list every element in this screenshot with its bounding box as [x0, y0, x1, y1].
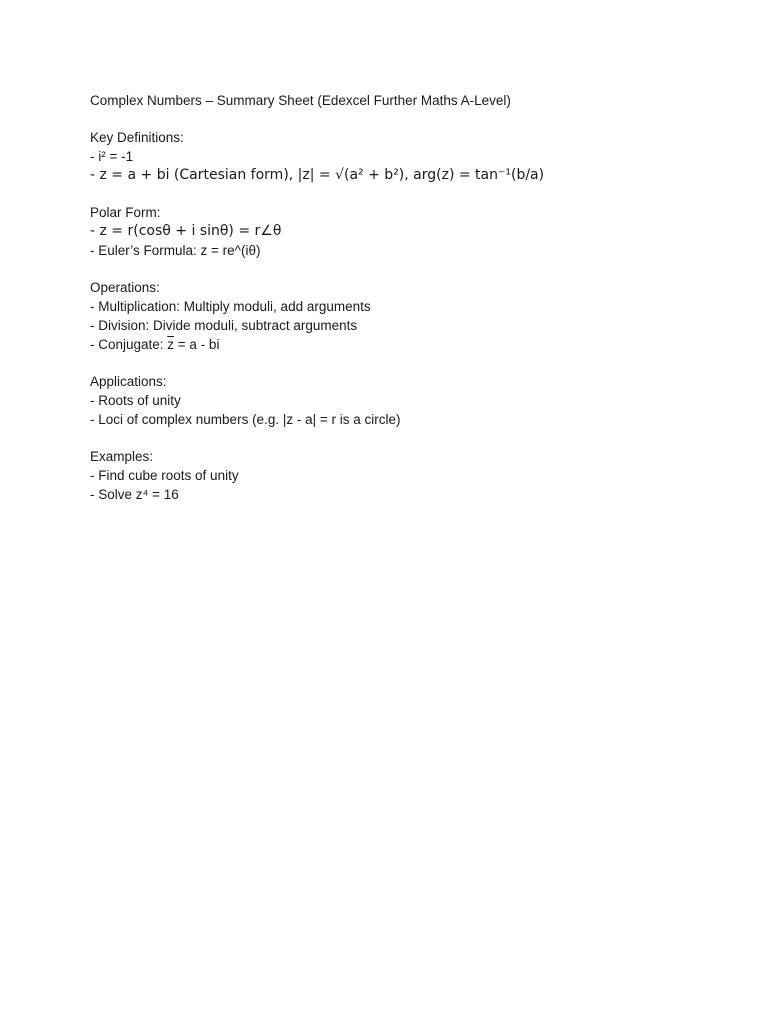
- definition-item: - i² = -1: [90, 149, 134, 164]
- document-body: [90, 91, 730, 504]
- conjugate-symbol: $\overline{z}$: [167, 337, 175, 352]
- applications-heading: Applications:: [90, 374, 167, 389]
- example-item: - Solve z⁴ = 16: [90, 487, 179, 502]
- polar-item: - z = r(cosθ + i sinθ) = r∠θ: [90, 223, 282, 239]
- definitions-heading: Key Definitions:: [90, 130, 184, 145]
- spacer: [90, 260, 730, 278]
- definition-item: - z = a + bi (Cartesian form), |z| = √(a² + b²), arg(z) = tan⁻¹(b/a): [90, 167, 545, 183]
- examples-heading: Examples:: [90, 449, 154, 464]
- spacer: [90, 110, 730, 128]
- spacer: [90, 429, 730, 447]
- document-title: Complex Numbers – Summary Sheet (Edexcel Further Maths A-Level): [90, 93, 511, 108]
- operation-item: - Division: Divide moduli, subtract arguments: [90, 318, 358, 333]
- application-item: - Loci of complex numbers (e.g. |z - a| = r is a circle): [90, 412, 401, 427]
- operation-item-conjugate: [90, 335, 730, 354]
- spacer: [90, 185, 730, 203]
- polar-heading: Polar Form:: [90, 205, 161, 220]
- conjugate-prefix: - Conjugate:: [90, 337, 168, 352]
- application-item: - Roots of unity: [90, 393, 181, 408]
- polar-item: - Euler’s Formula: z = re^(iθ): [90, 243, 261, 258]
- spacer: [90, 354, 730, 372]
- operation-item: - Multiplication: Multiply moduli, add arguments: [90, 299, 371, 314]
- conjugate-suffix: = a - bi: [174, 337, 220, 352]
- example-item: - Find cube roots of unity: [90, 468, 239, 483]
- operations-heading: Operations:: [90, 280, 160, 295]
